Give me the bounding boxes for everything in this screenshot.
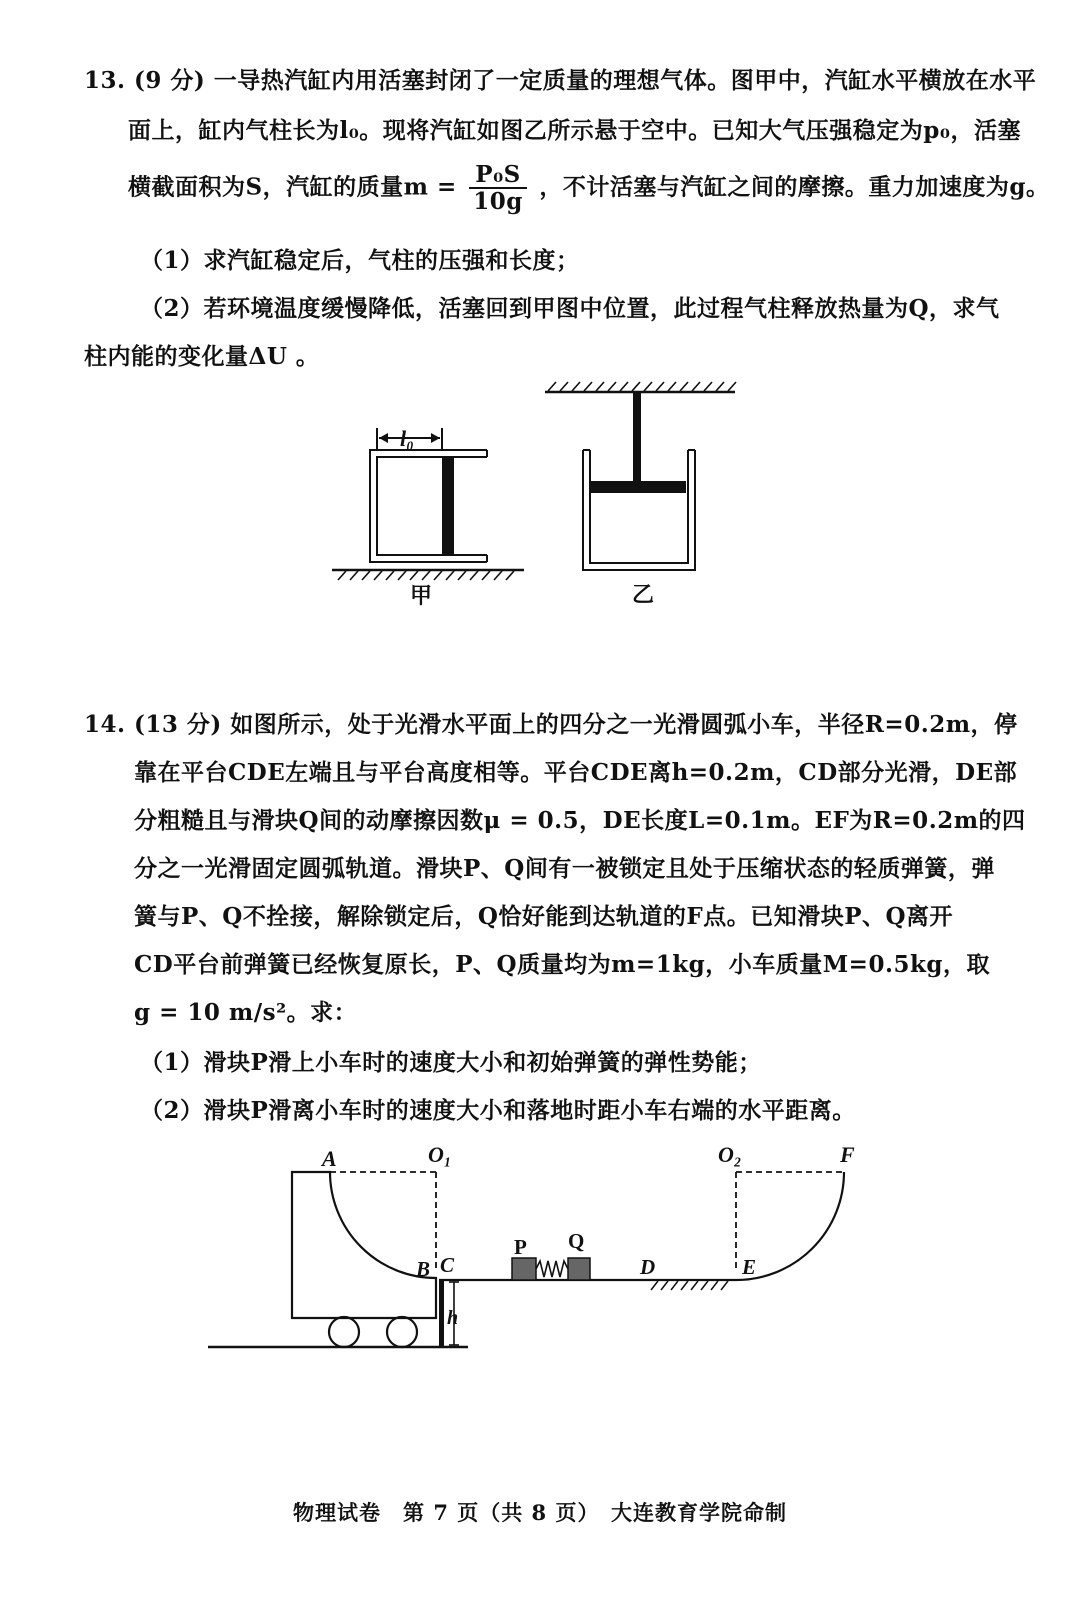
label-a: A (322, 1146, 337, 1171)
l0-label: l₀ (400, 426, 414, 451)
q14-line-7: g = 10 m/s²。求： (134, 999, 358, 1026)
q14-sub-question-2: （2）滑块P滑离小车时的速度大小和落地时距小车右端的水平距离。 (140, 1097, 856, 1124)
q13-sub-question-1: （1）求汽缸稳定后，气柱的压强和长度； (140, 247, 580, 274)
label-c: C (440, 1253, 455, 1277)
q14-line-1: 14. (13 分) 如图所示，处于光滑水平面上的四分之一光滑圆弧小车，半径R=0.2m，停 (84, 711, 1018, 738)
jia-label: 甲 (410, 583, 433, 608)
figure-q14 (206, 1140, 886, 1370)
figure-yi (540, 378, 750, 618)
fraction-numerator: P₀S (469, 162, 527, 189)
label-q: Q (568, 1229, 585, 1253)
cart-wheel-left (329, 1317, 359, 1347)
mass-fraction (469, 162, 527, 215)
q14-line-3: 分粗糙且与滑块Q间的动摩擦因数μ = 0.5，DE长度L=0.1m。EF为R=0.2m的四 (134, 807, 1026, 834)
cart-wheel-right (387, 1317, 417, 1347)
fraction-denominator: 10g (473, 188, 523, 216)
q13-line-1: 13. (9 分) 一导热汽缸内用活塞封闭了一定质量的理想气体。图甲中，汽缸水平横放在水平 (84, 67, 1037, 94)
figure-jia (332, 420, 542, 620)
block-p (512, 1258, 536, 1280)
q14-line-2: 靠在平台CDE左端且与平台高度相等。平台CDE离h=0.2m，CD部分光滑，DE部 (134, 759, 1018, 786)
label-o2: O₂ (718, 1142, 742, 1167)
label-d: D (640, 1255, 656, 1279)
q14-line-4: 分之一光滑固定圆弧轨道。滑块P、Q间有一被锁定且处于压缩状态的轻质弹簧，弹 (134, 855, 995, 882)
q14-line-6: CD平台前弹簧已经恢复原长，P、Q质量均为m=1kg，小车质量M=0.5kg，取 (134, 951, 990, 978)
label-h: h (447, 1307, 459, 1329)
label-e: E (742, 1255, 757, 1279)
q13-line-2: 面上，缸内气柱长为l₀。现将汽缸如图乙所示悬于空中。已知大气压强稳定为p₀，活塞 (128, 117, 1021, 144)
label-f: F (840, 1142, 855, 1167)
label-b: B (416, 1257, 431, 1281)
q14-sub-question-1: （1）滑块P滑上小车时的速度大小和初始弹簧的弹性势能； (140, 1049, 762, 1076)
q13-line-3-end: ，不计活塞与汽缸之间的摩擦。重力加速度为g。 (539, 173, 1050, 201)
label-o1: O₁ (428, 1142, 452, 1167)
piston-jia (442, 457, 454, 555)
page-footer: 物理试卷 第 7 页（共 8 页） 大连教育学院命制 (293, 1500, 787, 1525)
platform-support (439, 1280, 444, 1348)
q13-sub-question-2-b: 柱内能的变化量ΔU 。 (84, 343, 320, 370)
spring (536, 1261, 568, 1277)
piston-yi (590, 481, 686, 493)
block-q (568, 1258, 590, 1280)
cart-body (292, 1172, 436, 1318)
q13-line-3 (128, 162, 1049, 215)
q14-line-5: 簧与P、Q不拴接，解除锁定后，Q恰好能到达轨道的F点。已知滑块P、Q离开 (134, 903, 954, 930)
yi-label: 乙 (632, 582, 655, 607)
q13-sub-question-2-a: （2）若环境温度缓慢降低，活塞回到甲图中位置，此过程气柱释放热量为Q，求气 (140, 295, 1000, 322)
label-p: P (514, 1235, 527, 1259)
q13-line-3-start: 横截面积为S，汽缸的质量m = (128, 173, 457, 201)
